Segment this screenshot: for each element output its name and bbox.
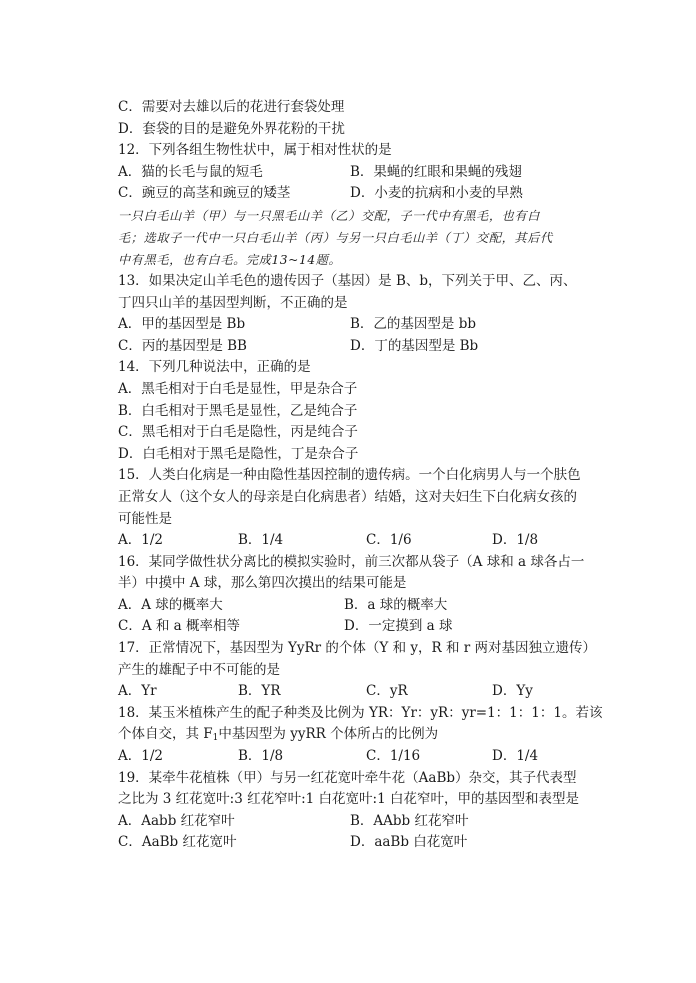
q14-option-b: B．白毛相对于黑毛是显性，乙是纯合子 [118, 402, 358, 419]
q12-option-a: A．猫的长毛与鼠的短毛 [118, 163, 263, 180]
q11-option-d: D．套袋的目的是避免外界花粉的干扰 [118, 120, 345, 137]
q17-option-c: C．yR [366, 683, 408, 700]
passage-line-3: 中有黑毛，也有白毛。完成13~14题。 [118, 252, 342, 267]
q19-option-b: B．AAbb 红花窄叶 [350, 812, 469, 829]
q17-option-b: B．YR [238, 683, 281, 700]
q18-option-c: C．1/16 [366, 748, 421, 765]
q13-options-row-2 [118, 336, 598, 358]
q18-f1-subscript: 1 [212, 733, 219, 744]
q18-options-row [118, 746, 598, 768]
q13-option-b: B．乙的基因型是 bb [350, 316, 476, 333]
q18-stem-line-2-post: 中基因型为 yyRR 个体所占的比例为 [218, 726, 439, 743]
q15-option-d: D．1/8 [492, 532, 539, 549]
q12-option-c: C．豌豆的高茎和豌豆的矮茎 [118, 185, 291, 202]
q13-option-d: D．丁的基因型是 Bb [350, 337, 479, 354]
q13-stem-line-1: 13．如果决定山羊毛色的遗传因子（基因）是 B、b，下列关于甲、乙、丙、 [118, 272, 577, 289]
q12-option-b: B．果蝇的红眼和果蝇的残翅 [350, 163, 522, 180]
q17-options-row [118, 681, 598, 703]
q19-stem-line-1: 19．某牵牛花植株（甲）与另一红花宽叶牵牛花（AaBb）杂交，其子代表型 [118, 769, 577, 786]
q13-option-a: A．甲的基因型是 Bb [118, 316, 246, 333]
q17-stem-line-1: 17．正常情况下，基因型为 YyRr 的个体（Y 和 y，R 和 r 两对基因独立遗传） [118, 640, 597, 657]
q15-stem-line-2: 正常女人（这个女人的母亲是白化病患者）结婚，这对夫妇生下白化病女孩的 [118, 488, 577, 505]
q13-option-c: C．丙的基因型是 BB [118, 337, 247, 354]
q18-stem-line-2-pre: 个体自交，其 F [118, 726, 213, 743]
q13-stem-line-2: 丁四只山羊的基因型判断，不正确的是 [118, 294, 348, 311]
question-content [118, 97, 603, 854]
q17-stem-line-2: 产生的雄配子中不可能的是 [118, 661, 280, 678]
passage-line-2: 毛；选取子一代中一只白毛山羊（丙）与另一只白毛山羊（丁）交配，其后代 [118, 230, 553, 245]
q16-option-d: D．一定摸到 a 球 [344, 618, 453, 635]
q16-stem-line-2: 半）中摸中 A 球，那么第四次摸出的结果可能是 [118, 575, 407, 592]
q19-options-row-2 [118, 832, 598, 854]
q12-options-row-1 [118, 162, 598, 184]
q15-option-c: C．1/6 [366, 532, 412, 549]
q16-options-row-1 [118, 595, 598, 617]
q14-option-c: C．黑毛相对于白毛是隐性，丙是纯合子 [118, 424, 358, 441]
q16-option-c: C．A 和 a 概率相等 [118, 618, 241, 635]
q19-option-a: A．Aabb 红花窄叶 [118, 812, 235, 829]
q15-stem-line-3: 可能性是 [118, 510, 172, 527]
q15-options-row [118, 530, 598, 552]
q16-option-a: A．A 球的概率大 [118, 596, 223, 613]
q16-options-row-2 [118, 616, 598, 638]
q14-option-a: A．黑毛相对于白毛是显性，甲是杂合子 [118, 380, 358, 397]
q18-option-d: D．1/4 [492, 748, 539, 765]
passage-line-1: 一只白毛山羊（甲）与一只黑毛山羊（乙）交配，子一代中有黑毛，也有白 [118, 208, 540, 223]
q18-stem-line-2 [118, 724, 598, 746]
q15-stem-line-1: 15．人类白化病是一种由隐性基因控制的遗传病。一个白化病男人与一个肤色 [118, 467, 581, 484]
q16-option-b: B．a 球的概率大 [344, 596, 448, 613]
q13-options-row-1 [118, 314, 598, 336]
q17-option-a: A．Yr [118, 683, 157, 700]
q19-stem-line-2: 之比为 3 红花宽叶:3 红花窄叶:1 白花宽叶:1 白花窄叶，甲的基因型和表型是 [118, 791, 579, 808]
q19-option-c: C．AaBb 红花宽叶 [118, 834, 237, 851]
q16-stem-line-1: 16．某同学做性状分离比的模拟实验时，前三次都从袋子（A 球和 a 球各占一 [118, 553, 585, 570]
q18-option-a: A．1/2 [118, 748, 163, 765]
q18-stem-line-1: 18．某玉米植株产生的配子种类及比例为 YR：Yr：yR：yr=1：1：1：1。若该 [118, 704, 603, 721]
q11-option-c: C．需要对去雄以后的花进行套袋处理 [118, 99, 345, 115]
q12-stem: 12．下列各组生物性状中，属于相对性状的是 [118, 142, 392, 159]
q15-option-a: A．1/2 [118, 532, 163, 549]
q14-option-d: D．白毛相对于黑毛是隐性，丁是杂合子 [118, 445, 359, 462]
q14-stem: 14．下列几种说法中，正确的是 [118, 359, 311, 376]
q19-options-row-1 [118, 811, 598, 833]
q12-options-row-2 [118, 183, 598, 205]
q19-option-d: D．aaBb 白花宽叶 [350, 834, 468, 851]
q12-option-d: D．小麦的抗病和小麦的早熟 [350, 185, 523, 202]
q18-option-b: B．1/8 [238, 748, 284, 765]
q15-option-b: B．1/4 [238, 532, 284, 549]
q17-option-d: D．Yy [492, 683, 533, 700]
